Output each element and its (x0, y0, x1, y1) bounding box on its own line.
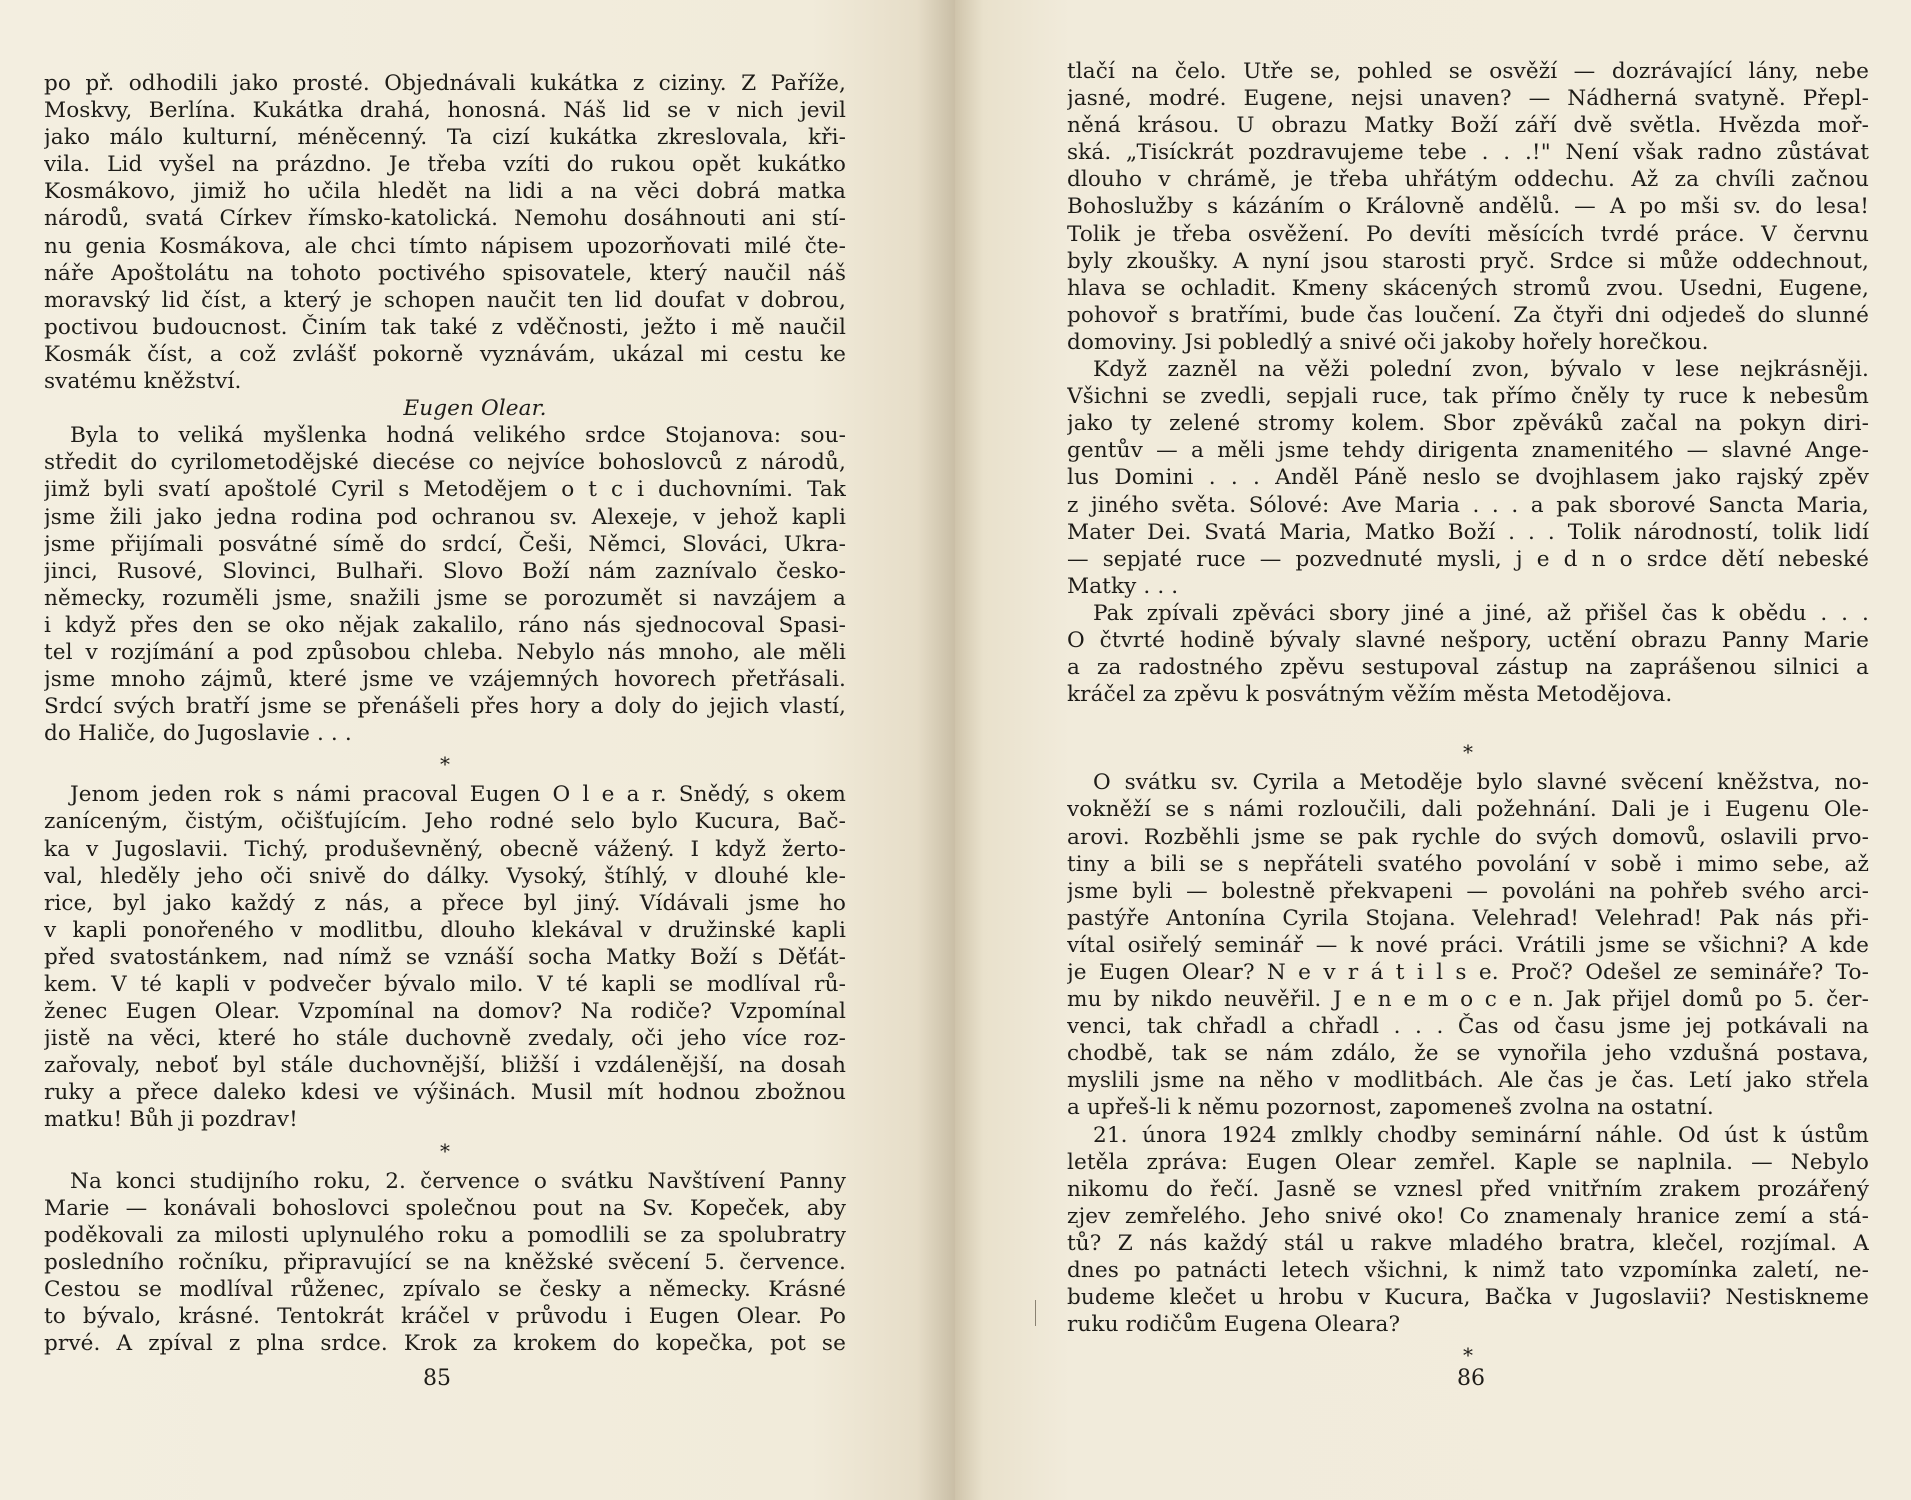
text-line: jako málo kulturní, méněcenný. Ta cizí kukátka zkreslovala, kři- (44, 125, 846, 151)
text-line: moravský lid číst, a který je schopen naučit ten lid doufat v dobrou, (44, 287, 846, 313)
left-page-text (44, 70, 846, 1357)
text-line: Všichni se zvedli, sepjali ruce, tak přímo čněly ty ruce k nebesům (1067, 384, 1869, 410)
text-line: jsme mnoho zájmů, které jsme ve vzájemných hovorech přetřásali. (44, 667, 846, 693)
text-line: před svatostánkem, nad nímž se vznáší socha Matky Boží s Děťát- (44, 944, 846, 970)
text-line: jsme žili jako jedna rodina pod ochranou sv. Alexeje, v jehož kapli (44, 504, 846, 530)
text-line: je Eugen Olear? N e v r á t i l s e. Proč? Odešel ze semináře? To- (1067, 960, 1869, 985)
text-line: O svátku sv. Cyrila a Metoděje bylo slavné svěcení kněžstva, no- (1093, 770, 1869, 796)
text-line: chodbě, tak se nám zdálo, že se vynořila jeho vzdušná postava, (1067, 1041, 1869, 1067)
text-line: vila. Lid vyšel na prázdno. Je třeba vzíti do rukou opět kukátko (44, 152, 846, 178)
text-line: mu by nikdo neuvěřil. J e n e m o c e n. Jak přijel domů po 5. čer- (1067, 987, 1869, 1013)
text-line: nikomu do řečí. Jasně se vznesl před vnitřním zrakem prozářený (1067, 1176, 1869, 1202)
text-line: ská. „Tisíckrát pozdravujeme tebe . . .!" Není však radno zůstávat (1067, 140, 1869, 166)
section-separator: * (1462, 1343, 1474, 1368)
text-line: ruky a přece daleko kdesi ve výšinách. Musil mít hodnou zbožnou (44, 1080, 846, 1106)
text-line: dnes po patnácti letech všichni, k nimž tato vzpomínka zaletí, ne- (1067, 1258, 1869, 1284)
text-line: vítal osiřelý seminář — k nové práci. Vrátili jsme se všichni? A kde (1067, 932, 1869, 958)
text-line: Pak zpívali zpěváci sbory jiné a jiné, až přišel čas k obědu . . . (1093, 600, 1869, 626)
text-line: jistě na věci, které ho stále duchovně zvedaly, oči jeho více roz- (44, 1026, 846, 1052)
text-line: Marie — konávali bohoslovci společnou pout na Sv. Kopeček, aby (44, 1195, 846, 1221)
text-line: byly zkoušky. A nyní jsou starosti pryč. Srdce si může oddechnout, (1067, 248, 1869, 274)
text-line: rice, byl jako každý z nás, a přece byl jiný. Vídávali jsme ho (44, 890, 846, 916)
text-line: nu genia Kosmákova, ale chci tímto nápisem upozorňovati milé čte- (44, 233, 846, 259)
left-page (0, 0, 955, 1500)
text-line: jinci, Rusové, Slovinci, Bulhaři. Slovo Boží nám zaznívalo česko- (44, 558, 846, 584)
margin-mark (1035, 1300, 1036, 1326)
text-line: svatému kněžství. (44, 369, 242, 395)
text-line: Matky . . . (1067, 573, 1179, 599)
text-line: tiny a bili se s nepřáteli svatého povolání v sobě i mimo sebe, až (1067, 851, 1869, 877)
text-line: 21. února 1924 zmlkly chodby seminární náhle. Od úst k ústům (1093, 1122, 1869, 1148)
text-line: posledního ročníku, připravující se na kněžské svěcení 5. července. (44, 1249, 846, 1275)
text-line: poctivou budoucnost. Činím tak také z vděčnosti, ježto i mě naučil (44, 314, 846, 340)
section-separator: * (439, 752, 451, 777)
text-line: gentův — a měli jsme tehdy dirigenta znamenitého — slavné Ange- (1067, 438, 1869, 464)
text-line: zjev zemřelého. Jeho snivé oko! Co znamenaly hranice zemí a stá- (1067, 1203, 1869, 1229)
text-line: poděkovali za milosti uplynulého roku a pomodlili se za spolubratry (44, 1222, 846, 1248)
text-line: tů? Z nás každý stál u rakve mladého bratra, klečel, rozjímal. A (1067, 1230, 1869, 1256)
text-line: jasné, modré. Eugene, nejsi unaven? — Nádherná svatyně. Přepl- (1067, 86, 1869, 112)
text-line: ženec Eugen Olear. Vzpomínal na domov? Na rodiče? Vzpomínal (44, 999, 846, 1025)
text-line: a za radostného zpěvu sestupoval zástup na zaprášenou silnici a (1067, 655, 1869, 681)
text-line: O čtvrté hodině bývaly slavné nešpory, uctění obrazu Panny Marie (1067, 627, 1869, 653)
text-line: Na konci studijního roku, 2. července o svátku Navštívení Panny (70, 1168, 846, 1194)
text-line: tlačí na čelo. Utře se, pohled se osvěží — dozrávající lány, nebe (1067, 59, 1869, 84)
text-line: něná krásou. U obrazu Matky Boží září dvě světla. Hvězda moř- (1067, 113, 1869, 139)
right-page-text (1067, 58, 1869, 1372)
text-line: hlava se ochladit. Kmeny skácených stromů zvou. Usedni, Eugene, (1067, 275, 1869, 301)
text-line: Bohoslužby s kázáním o Královně andělů. — A po mši sv. do lesa! (1067, 194, 1869, 220)
text-line: ruku rodičům Eugena Oleara? (1067, 1312, 1401, 1338)
text-line: kem. V té kapli v podvečer bývalo milo. V té kapli se modlíval rů- (44, 972, 846, 997)
text-line: do Haliče, do Jugoslavie . . . (44, 721, 352, 747)
text-line: Když zazněl na věži polední zvon, bývalo v lese nejkrásněji. (1093, 357, 1869, 383)
section-separator: * (1462, 740, 1474, 765)
page-number-right: 86 (1457, 1366, 1485, 1391)
text-line: Cestou se modlíval růženec, zpívalo se česky a německy. Krásné (44, 1276, 846, 1302)
text-line: středit do cyrilometodějské diecése co nejvíce bohoslovců z národů, (44, 450, 846, 476)
text-line: prvé. A zpíval z plna srdce. Krok za krokem do kopečka, pot se (44, 1331, 846, 1357)
text-line: pastýře Antonína Cyrila Stojana. Velehrad! Velehrad! Pak nás při- (1067, 905, 1869, 931)
text-line: německy, rozuměli jsme, snažili jsme se porozumět si navzájem a (44, 585, 846, 611)
text-line: Tolik je třeba osvěžení. Po devíti měsících tvrdé práce. V červnu (1067, 221, 1869, 247)
text-line: z jiného světa. Sólové: Ave Maria . . . a pak sborové Sancta Maria, (1067, 492, 1869, 518)
text-line: pohovoř s bratřími, bude čas loučení. Za čtyři dni odjedeš do slunné (1067, 302, 1869, 328)
text-line: domoviny. Jsi pobledlý a snivé oči jakoby hořely horečkou. (1067, 329, 1709, 355)
text-line: dlouho v chrámě, je třeba uhřátým oddechu. Až za chvíli začnou (1067, 167, 1869, 193)
text-line: myslili jsme na něho v modlitbách. Ale čas je čas. Letí jako střela (1067, 1068, 1869, 1094)
text-line: jsme byli — bolestně překvapeni — povoláni na pohřeb svého arci- (1067, 878, 1869, 904)
text-line: Mater Dei. Svatá Maria, Matko Boží . . . Tolik národností, tolik lidí (1067, 519, 1869, 545)
text-line: a upřeš-li k němu pozornost, zapomeneš zvolna na ostatní. (1067, 1095, 1714, 1121)
text-line: val, hleděly jeho oči snivě do dálky. Vysoký, štíhlý, v dlouhé kle- (44, 863, 846, 889)
text-line: Byla to veliká myšlenka hodná velikého srdce Stojanova: sou- (70, 423, 846, 449)
text-line: Srdcí svých bratří jsme se přenášeli přes hory a doly do jejich vlastí, (44, 694, 846, 720)
text-line: kráčel za zpěvu k posvátným věžím města Metodějova. (1067, 682, 1673, 708)
text-line: matku! Bůh ji pozdrav! (44, 1107, 298, 1133)
text-line: jako ty zelené stromy kolem. Sbor zpěváků začal na pokyn diri- (1067, 411, 1869, 437)
text-line: v kapli ponořeného v modlitbu, dlouho klekával v družinské kapli (44, 917, 846, 943)
right-page (955, 0, 1911, 1500)
text-line: venci, tak chřadl a chřadl . . . Čas od času jsme jej potkávali na (1067, 1014, 1869, 1040)
text-line: náře Apoštolátu na tohoto poctivého spisovatele, který naučil náš (44, 260, 846, 286)
text-line: to bývalo, krásné. Tentokrát kráčel v průvodu i Eugen Olear. Po (44, 1304, 846, 1330)
text-line: zařovaly, neboť byl stále duchovnější, bližší i vzdálenější, na dosah (44, 1053, 846, 1079)
text-line: po př. odhodili jako prosté. Objednávali kukátka z ciziny. Z Paříže, (44, 71, 846, 96)
text-line: lus Domini . . . Anděl Páně neslo se dvojhlasem jako rajský zpěv (1067, 465, 1869, 491)
text-line: letěla zpráva: Eugen Olear zemřel. Kaple se naplnila. — Nebylo (1067, 1149, 1869, 1175)
text-line: jimž byli svatí apoštolé Cyril s Metodějem o t c i duchovními. Tak (44, 477, 846, 503)
text-line: Kosmákovo, jimiž ho učila hledět na lidi a na věci dobrá matka (44, 179, 846, 205)
page-number-left: 85 (423, 1366, 451, 1391)
text-line: — sepjaté ruce — pozvednuté mysli, j e d n o srdce dětí nebeské (1067, 546, 1869, 572)
text-line: tel v rozjímání a pod způsobou chleba. Nebylo nás mnoho, ale měli (44, 639, 846, 665)
section-separator: * (439, 1138, 451, 1163)
author-signature: Eugen Olear. (403, 396, 547, 422)
text-line: budeme klečet u hrobu v Kucura, Bačka v Jugoslavii? Nestiskneme (1067, 1285, 1869, 1311)
text-line: Jenom jeden rok s námi pracoval Eugen O l e a r. Snědý, s okem (70, 782, 846, 808)
text-line: ka v Jugoslavii. Tichý, produševněný, obecně vážený. I když žerto- (44, 836, 846, 862)
text-line: národů, svatá Církev římsko-katolická. Nemohu dosáhnouti ani stí- (44, 206, 846, 232)
text-line (1067, 708, 1869, 735)
text-line: Moskvy, Berlína. Kukátka drahá, honosná. Náš lid se v nich jevil (44, 98, 846, 124)
text-line: i když přes den se oko nějak zakalilo, ráno nás sjednocoval Spasi- (44, 612, 846, 638)
text-line: vokněží se s námi rozloučili, dali požehnání. Dali je i Eugenu Ole- (1067, 797, 1869, 823)
text-line: Kosmák číst, a což zvlášť pokorně vyznávám, ukázal mi cestu ke (44, 341, 846, 367)
text-line: zaníceným, čistým, očišťujícím. Jeho rodné selo bylo Kucura, Bač- (44, 809, 846, 835)
text-line: arovi. Rozběhli jsme se pak rychle do svých domovů, oslavili prvo- (1067, 824, 1869, 850)
text-line: jsme přijímali posvátné símě do srdcí, Češi, Němci, Slováci, Ukra- (44, 531, 846, 557)
